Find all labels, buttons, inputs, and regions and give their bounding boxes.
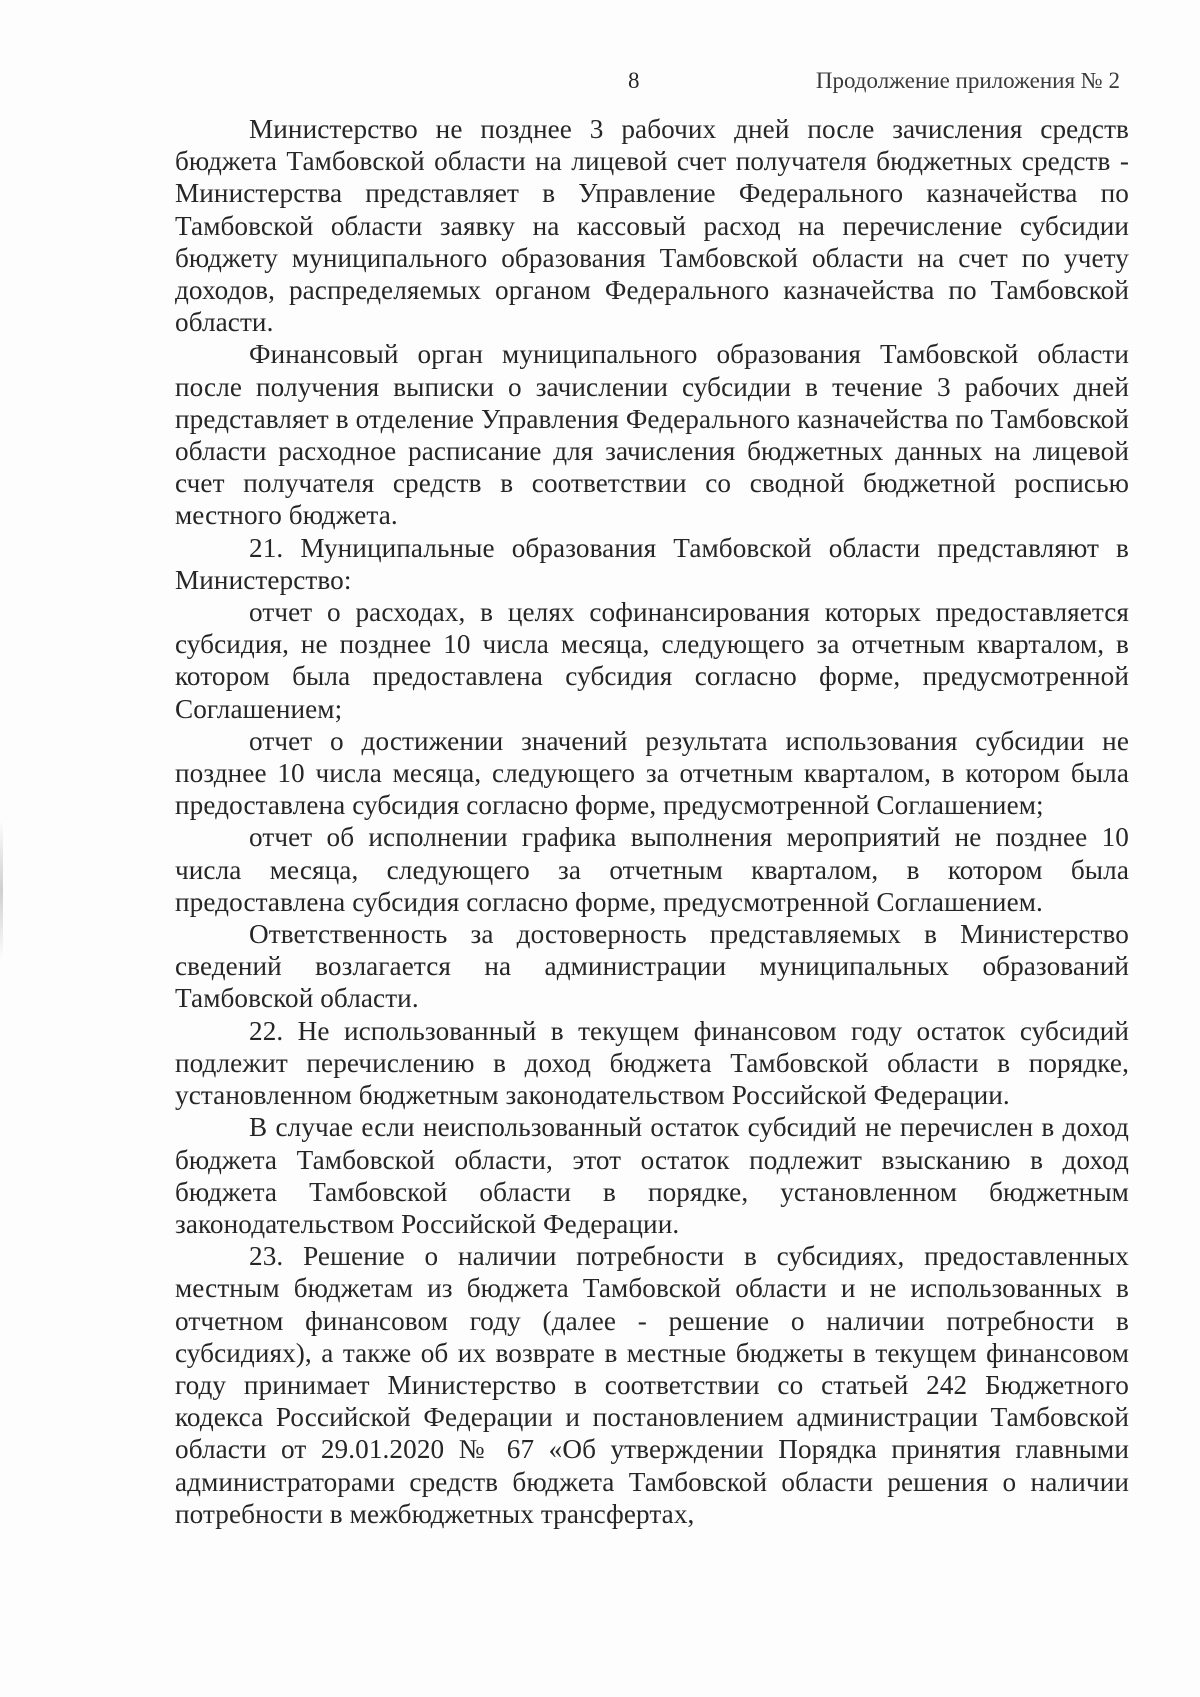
paragraph-financial-body-schedule: Финансовый орган муниципального образования Тамбовской области после получения выписки о зачислении субсидии в течение 3 рабочих дней представляет в отделение Управления Федерального казначейства по Тамбовской области расходное расписание для зачисления бюджетных данных на лицевой счет получателя средств в соответствии со сводной бюджетной росписью местного бюджета.	[175, 339, 1129, 531]
paragraph-item-23: 23. Решение о наличии потребности в субсидиях, предоставленных местным бюджетам из бюджета Тамбовской области и не использованных в отчетном финансовом году (далее - решение о наличии потребности в субсидиях), а также об их возврате в местные бюджеты в текущем финансовом году принимает Министерство в соответствии со статьей 242 Бюджетного кодекса Российской Федерации и постановлением администрации Тамбовской области от 29.01.2020 № 67 «Об утверждении Порядка принятия главными администраторами средств бюджета Тамбовской области решения о наличии потребности в межбюджетных трансфертах,	[175, 1241, 1129, 1529]
paragraph-treasury-application: Министерство не позднее 3 рабочих дней после зачисления средств бюджета Тамбовской области на лицевой счет получателя бюджетных средств - Министерства представляет в Управление Федерального казначейства по Тамбовской области заявку на кассовый расход на перечисление субсидии бюджету муниципального образования Тамбовской области на счет по учету доходов, распределяемых органом Федерального казначейства по Тамбовской области.	[175, 114, 1129, 338]
document-body	[175, 113, 1129, 1530]
appendix-continuation-label: Продолжение приложения № 2	[815, 68, 1120, 93]
paragraph-unused-balance: В случае если неиспользованный остаток субсидий не перечислен в доход бюджета Тамбовской области, этот остаток подлежит взысканию в доход бюджета Тамбовской области в порядке, установленном бюджетным законодательством Российской Федерации.	[175, 1112, 1129, 1239]
scan-edge-shadow	[0, 820, 3, 960]
paragraph-item-22: 22. Не использованный в текущем финансовом году остаток субсидий подлежит перечислению в доход бюджета Тамбовской области в порядке, установленном бюджетным законодательством Российской Федерации.	[175, 1015, 1129, 1111]
page-header	[0, 68, 1200, 102]
paragraph-result-report: отчет о достижении значений результата использования субсидии не позднее 10 числа месяца, следующего за отчетным кварталом, в котором была предоставлена субсидия согласно форме, предусмотренной Соглашением;	[175, 725, 1129, 821]
paragraph-responsibility: Ответственность за достоверность представляемых в Министерство сведений возлагается на администрации муниципальных образований Тамбовской области.	[175, 919, 1129, 1014]
paragraph-expense-report: отчет о расходах, в целях софинансирования которых предоставляется субсидия, не позднее 10 числа месяца, следующего за отчетным кварталом, в котором была предоставлена субсидия согласно форме, предусмотренной Соглашением;	[175, 597, 1129, 724]
paragraph-item-21: 21. Муниципальные образования Тамбовской области представляют в Министерство:	[175, 532, 1129, 595]
paragraph-schedule-report: отчет об исполнении графика выполнения мероприятий не позднее 10 числа месяца, следующего за отчетным кварталом, в котором была предоставлена субсидия согласно форме, предусмотренной Соглашением.	[175, 822, 1129, 917]
page-number: 8	[628, 68, 640, 93]
